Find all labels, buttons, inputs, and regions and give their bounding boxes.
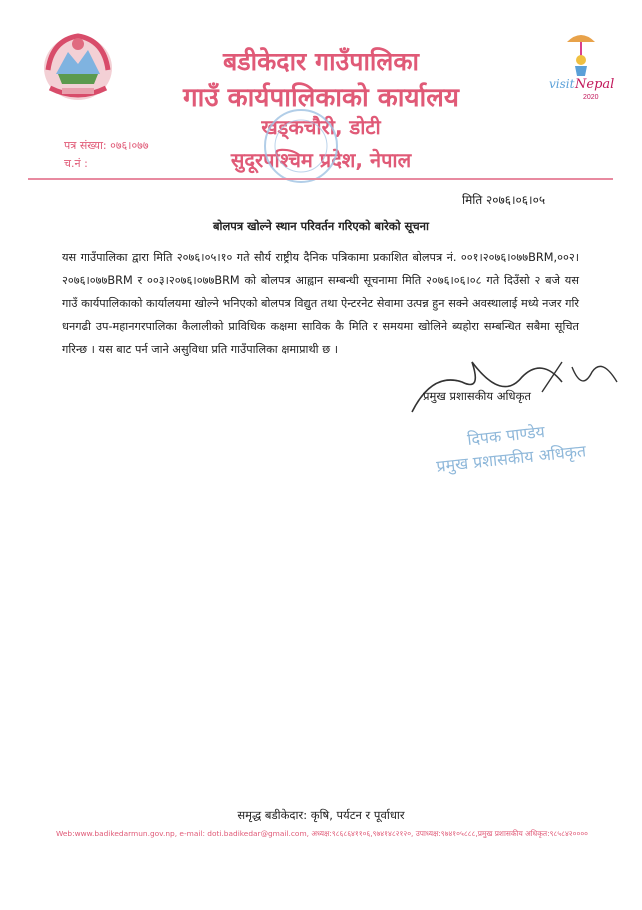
visit-word: visit (549, 77, 575, 91)
letter-body: यस गाउँपालिका द्वारा मिति २०७६।०५।१० गते सौर्य राष्ट्रीय दैनिक पत्रिकामा प्रकाशित बोलपत्र नं. ००१।२०७६।०७७BRM,००२।२०७६।०७७BRM र ००३।२०७६।०७७BRM को बोलपत्र आह्वान सम्बन्धी सूचनामा मिति २०७६।०६।०८ गते दिउँसो २ बजे यस गाउँ कार्यपालिकाको कार्यालयमा खोल्ने भनिएको बोलपत्र विद्युत तथा ऐन्टरनेट सेवामा उत्पन्न हुन सक्ने अवस्थालाई मध्ये नजर गरि धनगढी उप-महानगरपालिका कैलालीको प्राविधिक कक्षमा साविक कै मिति र समयमा खोलिने ब्यहोरा सम्बन्धित सबैमा सूचित गरिन्छ । यस बाट पर्न जाने असुविधा प्रति गाउँपालिका क्षमाप्राथी छ । (62, 251, 579, 356)
office-location: खड्कचौरी, डोटी (261, 115, 381, 139)
footer-contact-info: Web:www.badikedarmun.gov.np, e-mail: doti.badikedar@gmail.com, अध्यक्ष:९८६८६४११०६,९७४१४८२१२०, उपाध्यक्ष:९७४१०५८८८,प्रमुख प्रशासकीय अधिकृत:९८५८४२०००० (55, 829, 589, 838)
stamp-officer-title: प्रमुख प्रशासकीय अधिकृत (435, 441, 587, 476)
office-name: गाउँ कार्यपालिकाको कार्यालय (183, 83, 459, 113)
stamp-officer-name: दिपक पाण्डेय (466, 421, 546, 450)
municipality-name: बडीकेदार गाउँपालिका (222, 47, 420, 76)
signatory-title: प्रमुख प्रशासकीय अधिकृत (423, 389, 531, 403)
year-2020: 2020 (583, 94, 599, 101)
nepal-word: Nepal (575, 77, 615, 92)
province-name: सुदूरपश्चिम प्रदेश, नेपाल (230, 148, 412, 172)
handwritten-signature (392, 352, 632, 422)
footer-motto: समृद्ध बडीकेदार: कृषि, पर्यटन र पूर्वाधार (237, 808, 405, 822)
dispatch-number: च.नं : (64, 157, 88, 170)
office-round-seal (256, 104, 346, 188)
letter-reference-number: पत्र संख्या: ०७६।०७७ (64, 139, 149, 152)
header-divider (28, 178, 613, 180)
letter-date: मिति २०७६।०६।०५ (462, 193, 546, 207)
letter-subject: बोलपत्र खोल्ने स्थान परिवर्तन गरिएको बारेको सूचना (212, 219, 430, 233)
